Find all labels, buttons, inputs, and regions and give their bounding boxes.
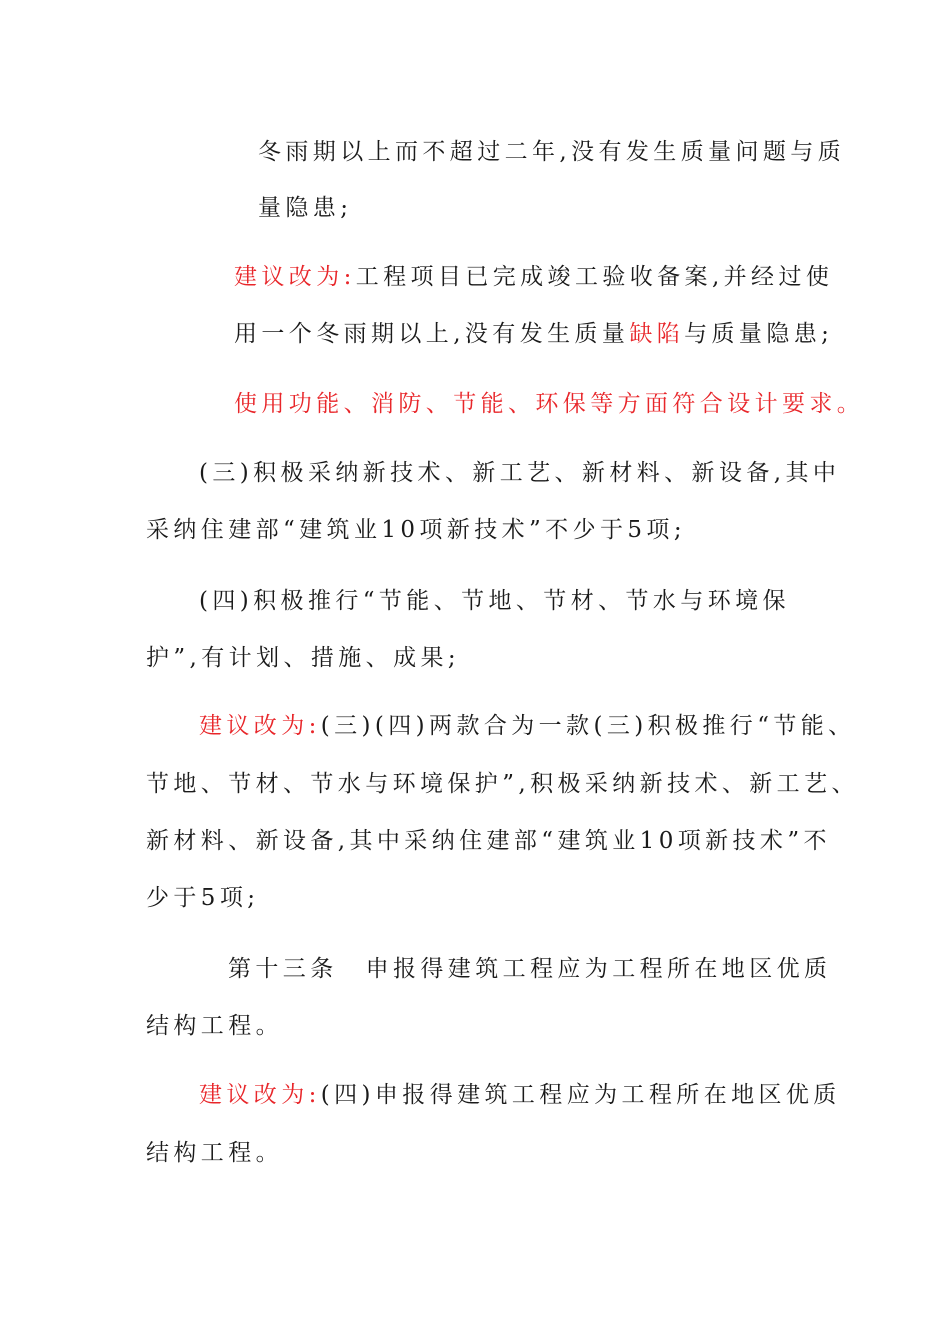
- paragraph-7-line-1-text: 申报得建筑工程应为工程所在地区优质: [365, 956, 832, 982]
- paragraph-8-line-1-text: (四)申报得建筑工程应为工程所在地区优质: [320, 1082, 841, 1108]
- paragraph-5-line-1: (四)积极推行“节能、节地、节材、节水与环境保: [199, 588, 790, 614]
- suggestion-label: 建议改为:: [199, 713, 321, 739]
- paragraph-8-line-2: 结构工程。: [146, 1140, 283, 1166]
- paragraph-2-line-2: [234, 319, 833, 349]
- paragraph-7-line-2: 结构工程。: [146, 1013, 283, 1039]
- paragraph-4-line-1: (三)积极采纳新技术、新工艺、新材料、新设备,其中: [199, 460, 841, 486]
- suggestion-label: 建议改为:: [234, 264, 356, 290]
- paragraph-4-line-2: 采纳住建部“建筑业10项新技术”不少于5项;: [146, 517, 686, 543]
- paragraph-6-line-4: 少于5项;: [146, 885, 260, 911]
- paragraph-2-line-1: [234, 262, 833, 292]
- paragraph-5-line-2: 护”,有计划、措施、成果;: [146, 645, 461, 671]
- paragraph-6-line-1: [199, 711, 856, 741]
- paragraph-3-line-1: 使用功能、消防、节能、环保等方面符合设计要求。: [234, 391, 865, 417]
- paragraph-7-line-1: [228, 954, 831, 984]
- paragraph-8-line-1: [199, 1080, 841, 1110]
- article-number: 第十三条: [228, 956, 338, 982]
- paragraph-2-line-2-text-b: 与质量隐患;: [684, 321, 834, 347]
- paragraph-2-line-2-text-a: 用一个冬雨期以上,没有发生质量: [234, 321, 630, 347]
- paragraph-1-line-2: 量隐患;: [258, 195, 353, 221]
- paragraph-6-line-2: 节地、节材、节水与环境保护”,积极采纳新技术、新工艺、: [146, 771, 859, 797]
- highlighted-word: 缺陷: [629, 321, 685, 347]
- suggestion-label: 建议改为:: [199, 1082, 321, 1108]
- paragraph-1-line-1: 冬雨期以上而不超过二年,没有发生质量问题与质: [258, 139, 846, 165]
- paragraph-2-line-1-text: 工程项目已完成竣工验收备案,并经过使: [355, 264, 834, 290]
- paragraph-6-line-3: 新材料、新设备,其中采纳住建部“建筑业10项新技术”不: [146, 828, 831, 854]
- paragraph-6-line-1-text: (三)(四)两款合为一款(三)积极推行“节能、: [320, 713, 856, 739]
